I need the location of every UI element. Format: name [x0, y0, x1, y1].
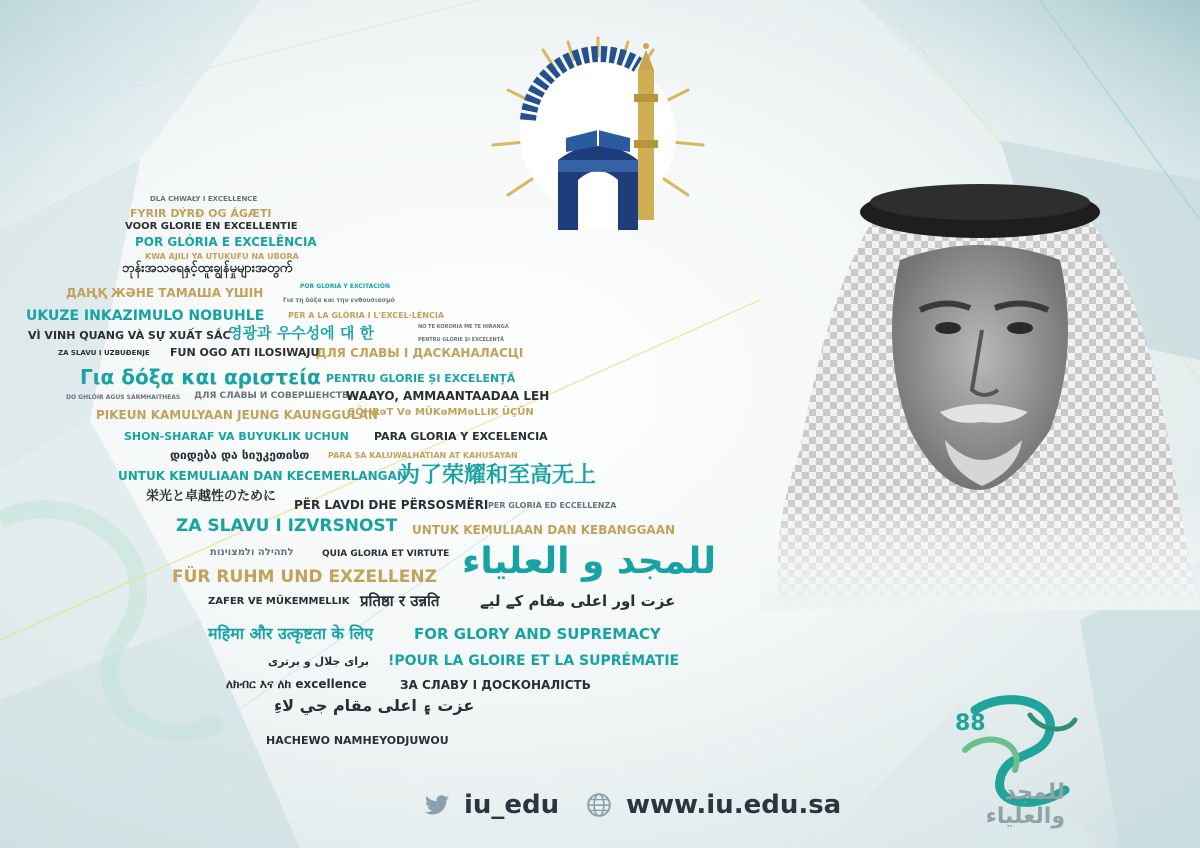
cloud-word: WAAYO, AMMAANTAADAA LEH: [346, 389, 550, 403]
cloud-word: HACHEWO NAMHEYODJUWOU: [266, 734, 449, 747]
cloud-word: FÜR RUHM UND EXZELLENZ: [172, 567, 437, 587]
cloud-word: ЗА СЛАВУ І ДОСКОНАЛІСТЬ: [400, 678, 591, 692]
cloud-word: ဘုန်းအသရေနှင့်ထူးချွန်မှုများအတွက်: [122, 261, 293, 276]
cloud-word: عزت اور اعلی مقام کے لیے: [480, 592, 676, 610]
cloud-word: ДЛЯ СЛАВЫ И СОВЕРШЕНСТВА: [194, 391, 356, 401]
cloud-word: PARA GLORIA Y EXCELENCIA: [374, 430, 548, 443]
emblem-year-gregorian: 1961: [584, 195, 612, 206]
cloud-word: PENTRU GLORIE ȘI EXCELENȚĂ: [326, 372, 516, 385]
cloud-word: לתהילה ולמצוינות: [210, 547, 294, 558]
cloud-word: ZA SLAVU I UZBUĐENJE: [58, 349, 150, 357]
cloud-word: ŞÖHRəT Və MÜKəMMəLLIK ÜÇÜN: [348, 407, 534, 418]
cloud-word: Για τη δόξα και την ενθουσιασμό: [283, 297, 395, 304]
cloud-word: ДАҢҚ ЖӘНЕ ТАМАША ҮШІН: [66, 286, 264, 300]
globe-icon: [586, 792, 612, 818]
cloud-word: برای جلال و برتری: [268, 655, 370, 668]
cloud-word: ДЛЯ СЛАВЫ І ДАСКАНАЛАСЦІ: [316, 346, 524, 360]
cloud-word: QUIA GLORIA ET VIRTUTE: [322, 549, 450, 559]
cloud-word: UNTUK KEMULIAAN DAN KEBANGGAAN: [412, 523, 676, 537]
cloud-word: POR GLÓRIA E EXCELÊNCIA: [135, 235, 317, 249]
national-day-caption-1: للمجد: [1004, 780, 1065, 805]
cloud-word: PER GLORIA ED ECCELLENZA: [488, 501, 617, 510]
cloud-word: प्रतिष्ठा र उन्नति: [360, 592, 440, 610]
cloud-word: DLA CHWAŁY I EXCELLENCE: [150, 195, 258, 203]
cloud-word: ZA SLAVU I IZVRSNOST: [176, 516, 398, 536]
cloud-word: დიდება და სიუკეთისთ: [170, 448, 310, 462]
website-link[interactable]: [586, 790, 841, 820]
cloud-word: PIKEUN KAMULYAAN JEUNG KAUNGGULAN: [96, 408, 379, 422]
cloud-word: Για δόξα και αριστεία: [80, 365, 321, 389]
cloud-word: FUN OGO ATI ILOSIWAJU: [170, 346, 320, 359]
cloud-word: !POUR LA GLOIRE ET LA SUPRÉMATIE: [388, 653, 680, 669]
cloud-word: FYRIR DÝRÐ OG ÁGÆTI: [130, 207, 272, 220]
cloud-word: VÌ VINH QUANG VÀ SỰ XUẤT SẮC: [28, 329, 231, 342]
cloud-word: DO GHLÓIR AGUS SÁRMHAITHEAS: [66, 394, 181, 401]
cloud-word: POR GLORIA Y EXCITACIÓN: [300, 283, 391, 290]
cloud-word: NO TE KORORIA ME TE HIRANGA: [418, 324, 509, 330]
twitter-link[interactable]: [424, 790, 559, 820]
cloud-word: للمجد و العلياء: [462, 541, 717, 582]
national-day-caption-2: والعلياء: [985, 804, 1065, 829]
cloud-word: PER A LA GLÒRIA I L'EXCEL·LÈNCIA: [288, 311, 445, 320]
twitter-handle: iu_edu: [464, 790, 560, 820]
cloud-word: 为了荣耀和至高无上: [398, 463, 597, 488]
cloud-word: FOR GLORY AND SUPREMACY: [414, 625, 661, 643]
twitter-bird-icon: [424, 792, 450, 818]
cloud-word: KWA AJILI YA UTUKUFU NA UBORA: [145, 252, 299, 261]
cloud-word: PENTRU GLORIE ȘI EXCELENȚĂ: [418, 337, 505, 343]
cloud-word: VOOR GLORIE EN EXCELLENTIE: [125, 221, 298, 232]
cloud-word: PËR LAVDI DHE PËRSOSMËRI: [294, 498, 489, 512]
cloud-word: UNTUK KEMULIAAN DAN KECEMERLANGAN: [118, 469, 407, 483]
cloud-word: UKUZE INKAZIMULO NOBUHLE: [26, 308, 265, 324]
cloud-word: PARA SA KALUWALHATIAN AT KAHUSAYAN: [328, 451, 518, 460]
cloud-word: महिमा और उत्कृष्टता के लिए: [208, 624, 374, 643]
national-day-number: 88: [955, 711, 986, 736]
cloud-word: ZAFER VE MÜKEMMELLIK: [208, 596, 350, 607]
cloud-word: ለክብር እና ለከ excellence: [226, 677, 367, 691]
emblem-year-hijri: ١٣٨١: [580, 179, 612, 194]
cloud-word: SHON-SHARAF VA BUYUKLIK UCHUN: [124, 430, 349, 443]
cloud-word: عزت ۽ اعلی مقام جي لاءِ: [274, 696, 475, 715]
cloud-word: 栄光と卓越性のために: [146, 489, 277, 504]
cloud-word: 영광과 우수성에 대 한: [228, 324, 375, 342]
portrait-image: [760, 150, 1200, 610]
website-url: www.iu.edu.sa: [626, 790, 842, 820]
